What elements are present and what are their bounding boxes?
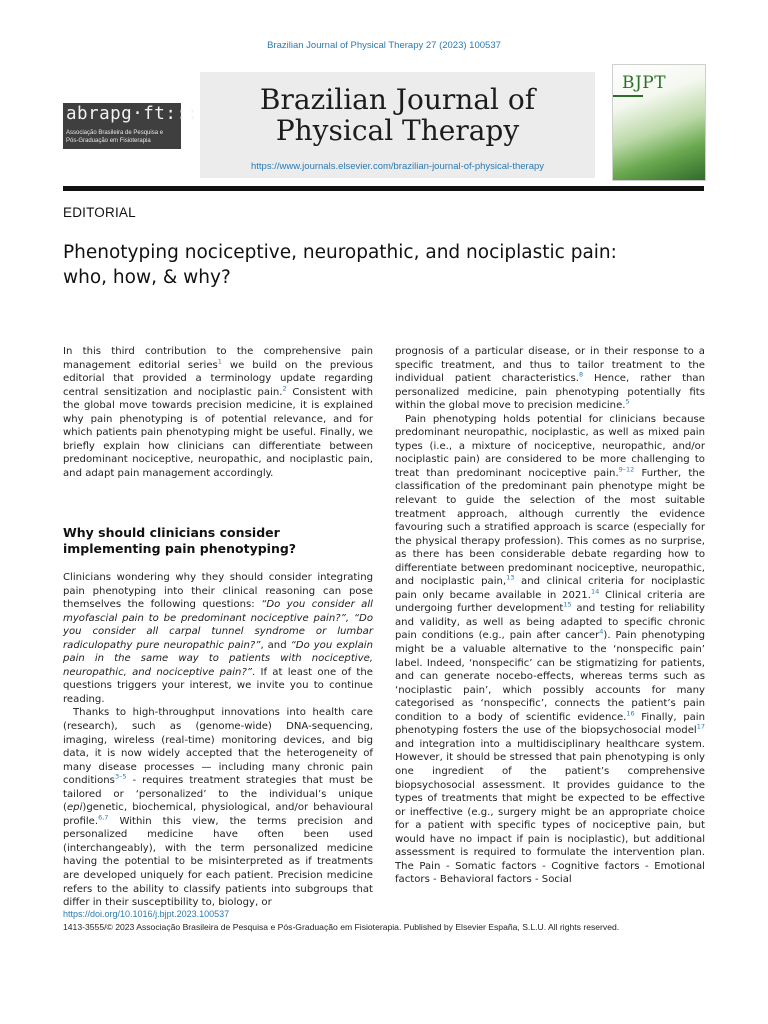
body-text: Clinical criteria are undergoing further development: [395, 589, 705, 615]
body-text: Thanks to high-throughput innovations into health care (research), such as (genome-wide) DNA-sequencing, imaging, wireless (real-time) monitoring devices, and big data, it is now widely accepted that the heterogeneity of many disease processes — including many chronic pain conditions: [63, 707, 373, 787]
body-text: - requires treatment strategies that must be tailored or ‘personalized’ to the individual’s unique (: [63, 775, 373, 814]
reference-link[interactable]: 14: [590, 587, 600, 596]
reference-link[interactable]: 2: [282, 384, 287, 393]
header-divider: [63, 186, 704, 191]
publisher-logo-line2: Pós-Graduação em Fisioterapia: [66, 138, 151, 144]
paragraph: [395, 413, 705, 887]
journal-title-line2: Physical Therapy: [275, 114, 520, 147]
body-text: and clinical criteria for nociplastic pain only became available in 2021.: [395, 576, 705, 601]
paragraph: [63, 571, 373, 706]
copyright-notice: 1413-3555/© 2023 Associação Brasileira de Pesquisa e Pós-Graduação em Fisioterapia. Published by Elsevier España, S.L.U. All rights reserved.: [63, 922, 620, 932]
article-title: Phenotyping nociceptive, neuropathic, and nociplastic pain: who, how, & why?: [63, 242, 617, 288]
intro-text-2: we build on the previous editorial that provided a terminology update regarding central sensitization and nociplastic pain.: [63, 359, 373, 398]
body-text: ). Pain phenotyping might be a valuable alternative to the ‘nonspecific pain’ label. Indeed, ‘nonspecific’ can be stigmatizing for patients, and can generate nocebo-effects, whereas terms such as ‘nociplastic pain’, which possibly accounts for many categorised as ‘nonspecific’, connects the patient’s pain condition to a body of scientific evidence.: [395, 630, 705, 723]
journal-title: [200, 84, 595, 146]
journal-title-line1: Brazilian Journal of: [259, 83, 536, 116]
publisher-logo-word: abrapg·ft:::: [66, 104, 199, 124]
reference-link[interactable]: 13: [506, 573, 515, 582]
body-text: Pain phenotyping holds potential for clinicians because predominant neuropathic, nociplastic, as well as mixed pain types (i.e., a mixture of nociceptive, neuropathic, and/or nociplastic pain) are considered to be more challenging to treat than predominant nociceptive pain.: [395, 413, 705, 479]
left-column-body: [63, 571, 373, 910]
section-label: EDITORIAL: [63, 205, 136, 220]
reference-link[interactable]: 6,7: [98, 813, 109, 822]
publisher-logo: [63, 103, 199, 149]
paragraph: [63, 706, 373, 909]
publisher-logo-line1: Associação Brasileira de Pesquisa e: [66, 130, 164, 136]
intro-text-1: In this third contribution to the comprehensive pain management editorial series: [63, 346, 373, 371]
intro-paragraph: [63, 345, 373, 480]
section-heading: Why should clinicians consider implementing pain phenotyping?: [63, 525, 297, 556]
journal-url-link[interactable]: https://www.journals.elsevier.com/brazilian-journal-of-physical-therapy: [250, 161, 545, 172]
quoted-question: “Do you explain pain in the same way to patients with nociceptive, neuropathic, and nociceptive pain?”: [63, 639, 373, 678]
body-text: prognosis of a particular disease, or in their response to a specific treatment, and thus to tailor treatment to the individual patient characteristics.: [395, 346, 705, 385]
reference-link[interactable]: 8: [578, 370, 584, 379]
reference-link[interactable]: 16: [626, 709, 635, 718]
publisher-logo-subtitle: [66, 129, 163, 145]
body-text: Further, the classification of the predominant pain phenotype might be relevant to guide the selection of the most suitable treatment approach, although currently the evidence favouring such a stratified approach is scarce (especially for the physical therapy profession). This comes as no surprise, as there has been considerable debate regarding how to differentiate between predominant nociceptive, neuropathic, and nociplastic pain,: [395, 467, 705, 588]
reference-link[interactable]: 17: [696, 722, 705, 731]
reference-link[interactable]: 3–5: [114, 772, 127, 781]
body-text: Hence, rather than personalized medicine, pain phenotyping potentially fits within the global move to precision medicine.: [395, 373, 706, 412]
cover-rule: [613, 95, 643, 97]
paragraph: [395, 345, 705, 413]
intro-text-3: Consistent with the global move towards precision medicine, it is explained why pain phenotyping is of potential relevance, and for which patients pain phenotyping might be useful. Finally, we briefly explain how clinicians can differentiate between predominant nociceptive, neuropathic, and nociplastic pain, and adapt pain management accordingly.: [63, 386, 373, 479]
italic-text: epi: [66, 802, 83, 814]
body-text: Clinicians wondering why they should consider integrating pain phenotyping into their clinical reasoning can pose themselves the following questions:: [63, 572, 373, 611]
reference-link[interactable]: 15: [563, 601, 572, 610]
body-text: and testing for reliability and validity, as well as being adapted to specific chronic pain conditions (e.g., pain after cancer: [395, 603, 705, 642]
journal-cover-image: [612, 64, 706, 181]
reference-link[interactable]: 1: [217, 357, 222, 366]
journal-citation[interactable]: Brazilian Journal of Physical Therapy 27 (2023) 100537: [267, 40, 501, 51]
reference-link[interactable]: 4: [599, 628, 604, 637]
quoted-question: “Do you consider all myofascial pain to be predominant nociceptive pain?”, “Do you consider all carpal tunnel syndrome or lumbar radiculopathy pure neuropathic pain?”: [63, 599, 373, 651]
cover-abbreviation: BJPT: [622, 73, 667, 93]
body-text: )genetic, biochemical, physiological, and/or behavioural profile.: [63, 802, 373, 827]
body-text: . If at least one of the questions triggers your interest, we invite you to continue reading.: [63, 666, 373, 705]
reference-link[interactable]: 5: [625, 397, 630, 406]
body-text: , and: [260, 639, 291, 651]
reference-link[interactable]: 9–12: [618, 465, 635, 474]
doi-link[interactable]: https://doi.org/10.1016/j.bjpt.2023.100537: [63, 909, 230, 919]
right-column-body: [395, 345, 705, 887]
journal-masthead: [200, 72, 595, 178]
body-text: Finally, pain phenotyping fosters the use of the biopsychosocial model: [395, 711, 705, 737]
body-text: Within this view, the terms precision and personalized medicine have often been used (interchangeably), with the term personalized medicine having the potential to be misinterpreted as if treatments are developed uniquely for each patient. Precision medicine refers to the ability to classify patients into subgroups that differ in their susceptibility to, biology, or: [63, 815, 373, 909]
body-text: and integration into a multidisciplinary healthcare system. However, it should be stressed that pain phenotyping is only one ingredient of the patient’s comprehensive biopsychosocial assessment. It provides guidance to the types of treatments that might be expected to be effective or ineffective (e.g., surgery might be an appropriate choice for a patient with specific types of nociceptive pain, but would have no impact if pain is nociplastic), but additional assessment is required to formulate the intervention plan. The Pain - Somatic factors - Cognitive factors - Emotional factors - Behavioral factors - Social: [395, 738, 705, 886]
